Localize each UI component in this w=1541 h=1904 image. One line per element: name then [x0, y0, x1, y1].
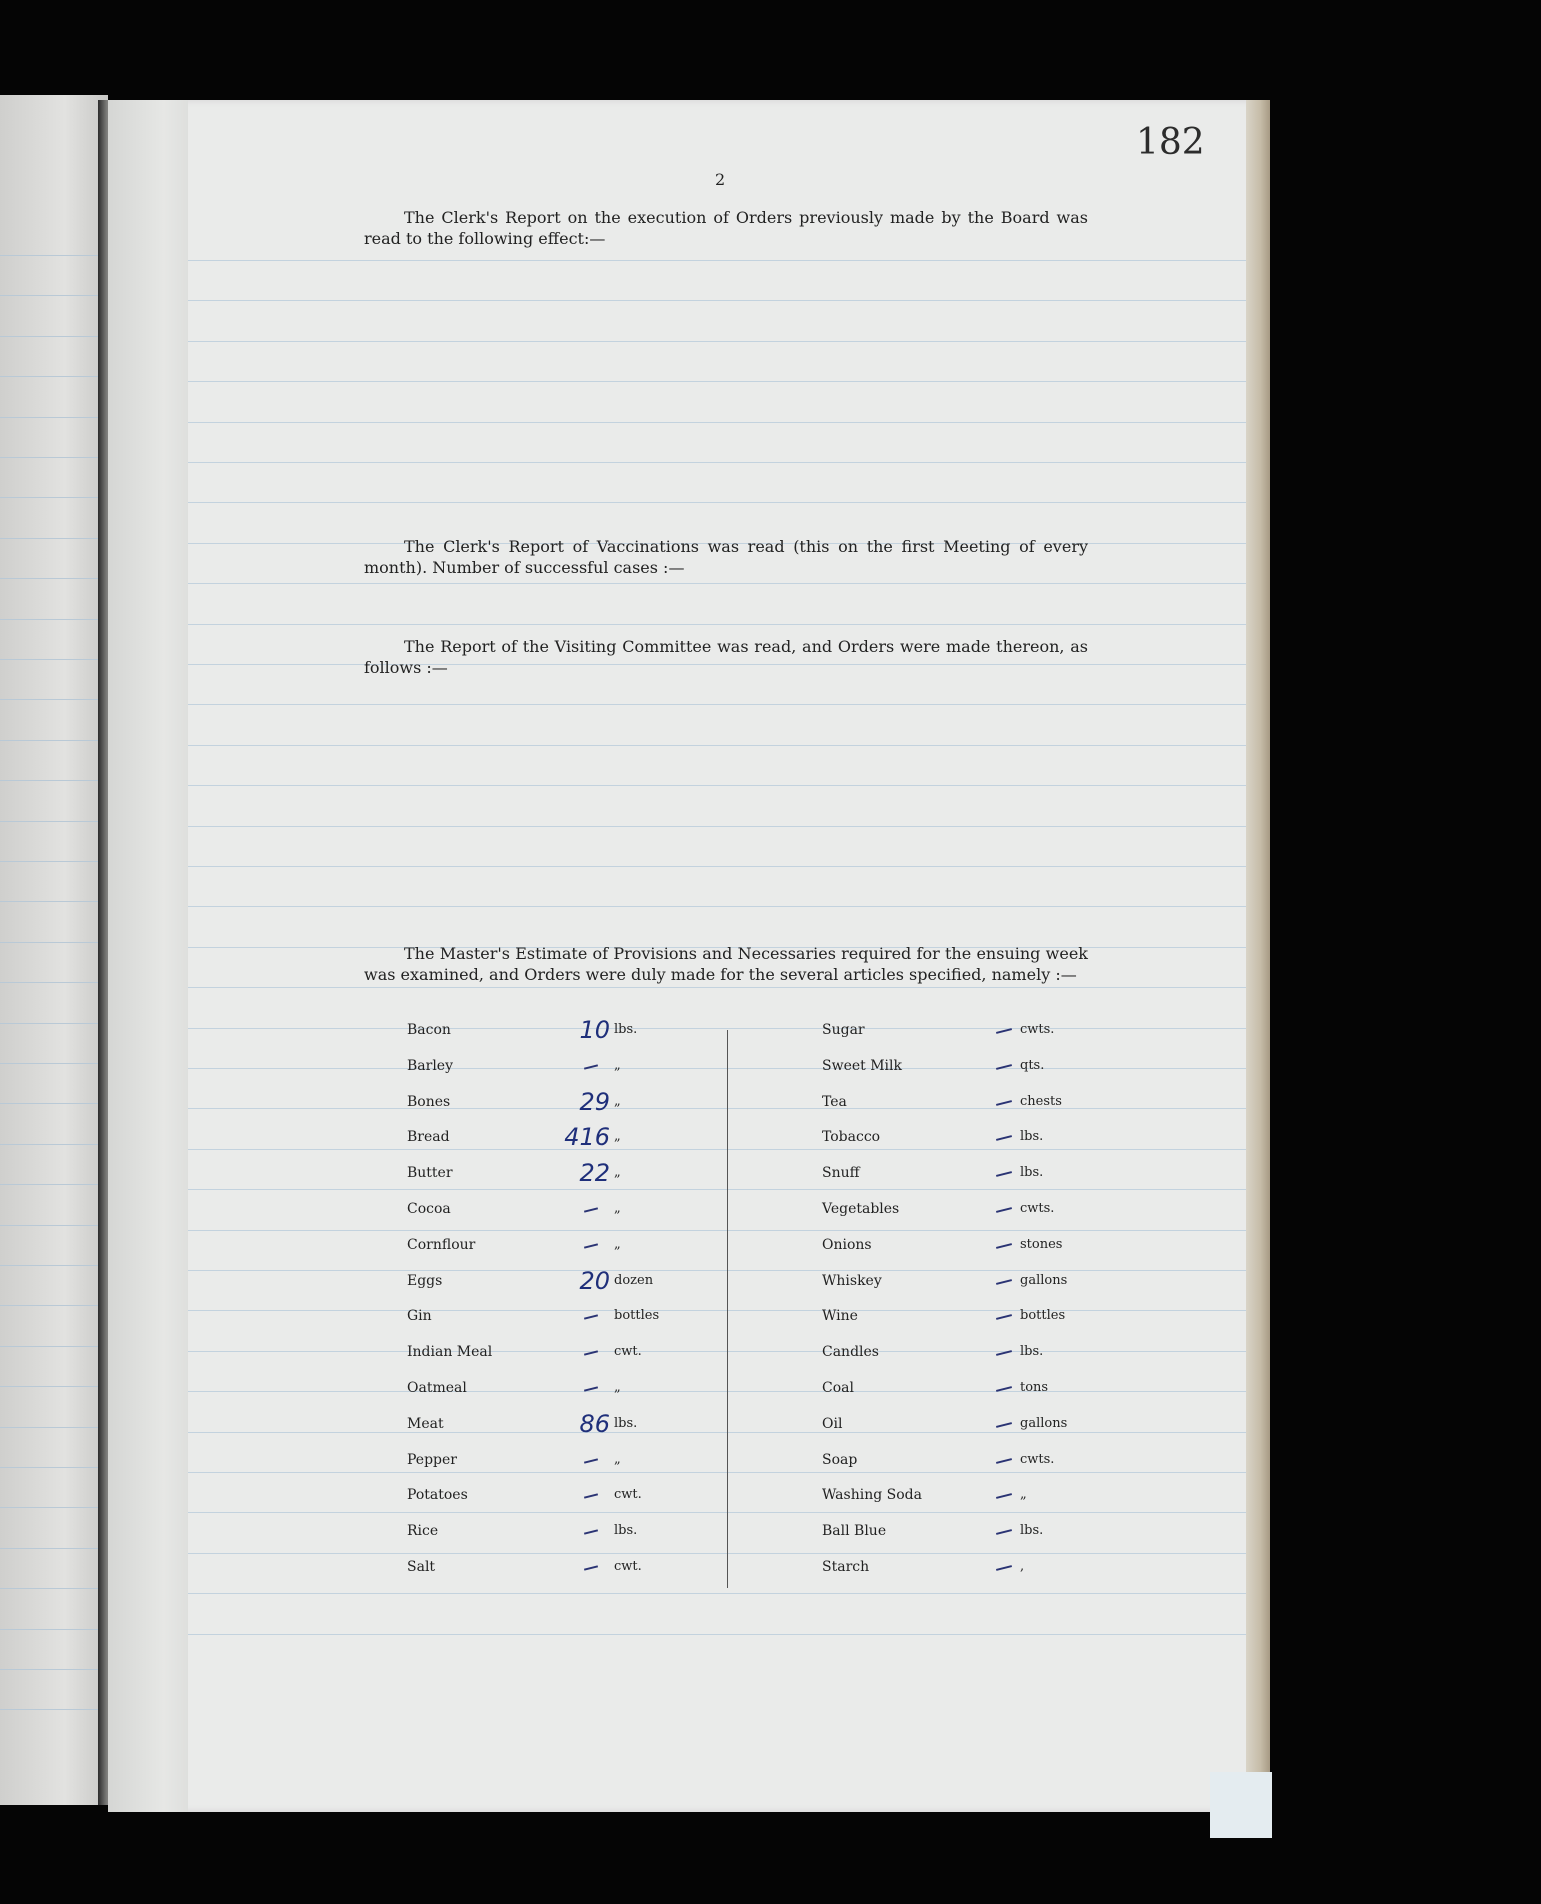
nil-quantity-mark — [996, 1207, 1012, 1213]
ruled-line — [0, 1144, 108, 1145]
ruled-line — [0, 295, 108, 296]
provision-unit: „ — [614, 1380, 621, 1395]
ruled-line — [0, 1588, 108, 1589]
ruled-line — [0, 417, 108, 418]
nil-quantity-mark — [996, 1100, 1012, 1106]
provision-row — [400, 1054, 1080, 1084]
provision-row — [400, 1197, 1080, 1227]
ruled-line — [188, 745, 1246, 746]
ruled-line — [0, 1103, 108, 1104]
page-number: 2 — [715, 170, 726, 189]
ruled-line — [188, 341, 1246, 342]
provision-unit: cwt. — [614, 1487, 642, 1502]
provision-item: Oil — [822, 1416, 843, 1432]
ruled-line — [188, 502, 1246, 503]
provision-unit: gallons — [1020, 1273, 1068, 1288]
masters-estimate: The Master's Estimate of Provisions and Necessaries required for the ensuing week was examined, and Orders were duly made for the several articles specified, namely :— — [364, 944, 1088, 984]
provision-row — [400, 1376, 1080, 1406]
provision-item: Sweet Milk — [822, 1058, 902, 1074]
provision-item: Candles — [822, 1344, 879, 1360]
provision-item: Pepper — [407, 1452, 457, 1468]
provision-item: Vegetables — [822, 1201, 900, 1217]
nil-quantity-mark — [996, 1458, 1012, 1464]
provision-row — [400, 1161, 1080, 1191]
provision-item: Snuff — [822, 1165, 860, 1181]
provision-unit: bottles — [614, 1308, 660, 1323]
nil-quantity-mark — [996, 1064, 1012, 1070]
provision-unit: dozen — [614, 1273, 654, 1288]
provision-unit: „ — [614, 1094, 621, 1109]
provision-item: Indian Meal — [407, 1344, 493, 1360]
ruled-line — [188, 704, 1246, 705]
provision-item: Bread — [407, 1129, 450, 1145]
ruled-line — [0, 1386, 108, 1387]
ruled-line — [0, 982, 108, 983]
provision-quantity: 10 — [579, 1016, 610, 1044]
ruled-line — [0, 1184, 108, 1185]
provision-unit: lbs. — [614, 1416, 638, 1431]
provision-row — [400, 1233, 1080, 1263]
provision-quantity: 29 — [579, 1088, 610, 1116]
ruled-line — [0, 740, 108, 741]
provision-quantity: 20 — [579, 1267, 610, 1295]
ruled-line — [0, 336, 108, 337]
provision-item: Tobacco — [822, 1129, 881, 1145]
ruled-line — [0, 659, 108, 660]
ruled-line — [188, 826, 1246, 827]
provision-item: Gin — [407, 1308, 432, 1324]
provision-unit: „ — [1020, 1487, 1027, 1502]
ruled-line — [0, 255, 108, 256]
ruled-line — [0, 538, 108, 539]
facing-page — [0, 95, 108, 1805]
nil-quantity-mark — [996, 1135, 1012, 1141]
provision-item: Oatmeal — [407, 1380, 467, 1396]
provision-unit: „ — [614, 1058, 621, 1073]
provision-unit: stones — [1020, 1237, 1063, 1252]
folio-number: 182 — [1136, 122, 1205, 163]
provision-row — [400, 1448, 1080, 1478]
ruled-line — [0, 1427, 108, 1428]
provision-item: Ball Blue — [822, 1523, 887, 1539]
clerk-orders-report: The Clerk's Report on the execution of Orders previously made by the Board was read to the following effect:— — [364, 208, 1088, 248]
ruled-line — [188, 462, 1246, 463]
ruled-line — [0, 1225, 108, 1226]
provision-unit: „ — [614, 1452, 621, 1467]
page-edge — [1246, 100, 1270, 1812]
provision-unit: qts. — [1020, 1058, 1045, 1073]
provision-unit: lbs. — [614, 1022, 638, 1037]
provision-item: Tea — [822, 1094, 847, 1110]
provision-row — [400, 1090, 1080, 1120]
provision-item: Wine — [822, 1308, 858, 1324]
ruled-line — [188, 1634, 1246, 1635]
vaccinations-report: The Clerk's Report of Vaccinations was read (this on the first Meeting of every month). Number of successful cases :— — [364, 537, 1088, 577]
ruled-line — [0, 1709, 108, 1710]
provision-unit: chests — [1020, 1094, 1062, 1109]
provision-unit: „ — [614, 1237, 621, 1252]
ruled-line — [188, 583, 1246, 584]
ruled-line — [0, 497, 108, 498]
provision-item: Meat — [407, 1416, 444, 1432]
provision-unit: „ — [614, 1165, 621, 1180]
provision-unit: , — [1020, 1559, 1025, 1574]
ruled-line — [0, 578, 108, 579]
binding-strip — [108, 100, 188, 1812]
provision-item: Barley — [407, 1058, 453, 1074]
provision-row — [400, 1340, 1080, 1370]
ruled-line — [0, 821, 108, 822]
nil-quantity-mark — [996, 1279, 1012, 1285]
ruled-line — [0, 1548, 108, 1549]
ruled-line — [0, 1467, 108, 1468]
provision-unit: cwts. — [1020, 1022, 1055, 1037]
provision-unit: cwts. — [1020, 1452, 1055, 1467]
ruled-line — [188, 785, 1246, 786]
provision-unit: „ — [614, 1129, 621, 1144]
ruled-line — [0, 619, 108, 620]
ruled-line — [188, 906, 1246, 907]
ruled-line — [0, 780, 108, 781]
provision-row — [400, 1018, 1080, 1048]
provision-item: Washing Soda — [822, 1487, 922, 1503]
ruled-line — [0, 1023, 108, 1024]
ruled-line — [188, 987, 1246, 988]
provision-unit: lbs. — [1020, 1129, 1044, 1144]
provision-unit: gallons — [1020, 1416, 1068, 1431]
nil-quantity-mark — [996, 1565, 1012, 1571]
provision-unit: „ — [614, 1201, 621, 1216]
provision-unit: lbs. — [1020, 1523, 1044, 1538]
ruled-line — [0, 376, 108, 377]
provision-unit: cwts. — [1020, 1201, 1055, 1216]
ruled-line — [188, 866, 1246, 867]
ruled-line — [0, 901, 108, 902]
ruled-line — [0, 1507, 108, 1508]
provision-unit: tons — [1020, 1380, 1049, 1395]
provision-item: Salt — [407, 1559, 436, 1575]
provision-quantity: 86 — [579, 1410, 610, 1438]
provision-item: Onions — [822, 1237, 872, 1253]
provision-row — [400, 1125, 1080, 1155]
provision-row — [400, 1555, 1080, 1585]
ruled-line — [188, 300, 1246, 301]
provision-unit: bottles — [1020, 1308, 1066, 1323]
ruled-line — [0, 457, 108, 458]
provision-row — [400, 1483, 1080, 1513]
nil-quantity-mark — [996, 1028, 1012, 1034]
ruled-line — [188, 422, 1246, 423]
page-tab — [1210, 1772, 1272, 1838]
nil-quantity-mark — [996, 1350, 1012, 1356]
provision-item: Bones — [407, 1094, 451, 1110]
provision-item: Potatoes — [407, 1487, 468, 1503]
ruled-line — [0, 699, 108, 700]
provision-item: Sugar — [822, 1022, 865, 1038]
provision-row — [400, 1304, 1080, 1334]
provision-item: Rice — [407, 1523, 439, 1539]
ruled-line — [0, 1346, 108, 1347]
nil-quantity-mark — [996, 1422, 1012, 1428]
provision-item: Bacon — [407, 1022, 451, 1038]
provision-item: Coal — [822, 1380, 854, 1396]
provision-unit: cwt. — [614, 1559, 642, 1574]
ruled-line — [188, 624, 1246, 625]
ruled-line — [0, 1265, 108, 1266]
nil-quantity-mark — [996, 1529, 1012, 1535]
provision-unit: lbs. — [1020, 1165, 1044, 1180]
provision-quantity: 22 — [579, 1159, 610, 1187]
provision-row — [400, 1519, 1080, 1549]
ruled-line — [188, 1593, 1246, 1594]
ruled-line — [188, 260, 1246, 261]
ruled-line — [0, 1629, 108, 1630]
provision-unit: lbs. — [1020, 1344, 1044, 1359]
provision-row — [400, 1269, 1080, 1299]
ruled-line — [0, 1669, 108, 1670]
ruled-line — [0, 1063, 108, 1064]
ruled-line — [188, 381, 1246, 382]
nil-quantity-mark — [996, 1243, 1012, 1249]
provision-item: Whiskey — [822, 1273, 882, 1289]
provision-item: Cornflour — [407, 1237, 476, 1253]
nil-quantity-mark — [996, 1171, 1012, 1177]
nil-quantity-mark — [996, 1386, 1012, 1392]
provision-unit: lbs. — [614, 1523, 638, 1538]
visiting-committee-report: The Report of the Visiting Committee was read, and Orders were made thereon, as follows :— — [364, 637, 1088, 677]
provision-item: Starch — [822, 1559, 870, 1575]
ruled-line — [0, 861, 108, 862]
provision-item: Butter — [407, 1165, 453, 1181]
provision-quantity: 416 — [564, 1123, 610, 1151]
nil-quantity-mark — [996, 1493, 1012, 1499]
nil-quantity-mark — [996, 1314, 1012, 1320]
provision-item: Cocoa — [407, 1201, 451, 1217]
provision-item: Soap — [822, 1452, 858, 1468]
ruled-line — [0, 1305, 108, 1306]
provisions-table — [400, 1018, 1080, 1588]
provision-unit: cwt. — [614, 1344, 642, 1359]
provision-item: Eggs — [407, 1273, 443, 1289]
provision-row — [400, 1412, 1080, 1442]
ruled-line — [0, 942, 108, 943]
